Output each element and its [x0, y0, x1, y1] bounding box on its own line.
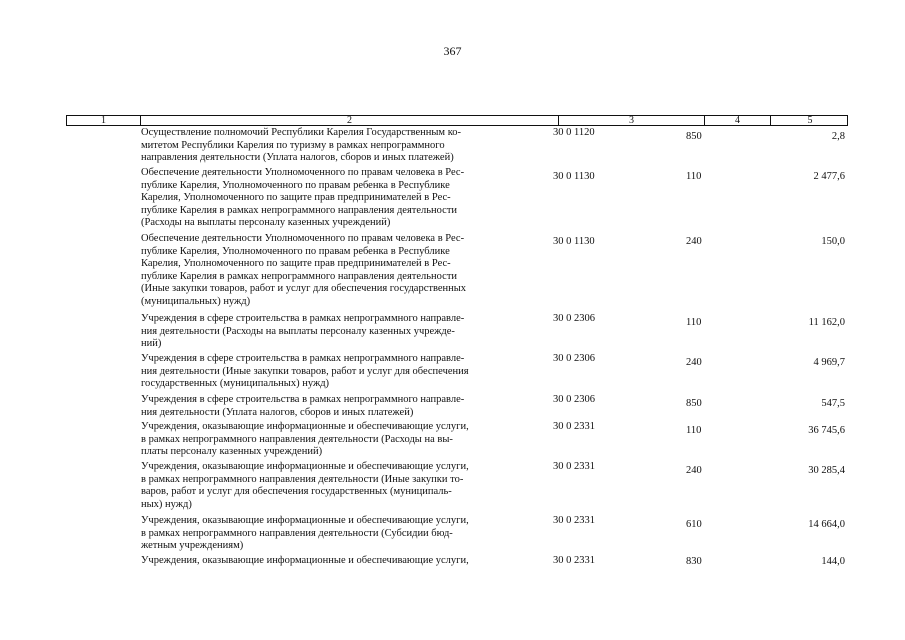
- row-amount: 36 745,6: [808, 425, 845, 436]
- table-row: [0, 127, 905, 167]
- table-header: [66, 115, 848, 126]
- table-row: [0, 233, 905, 313]
- description-line: Учреждения в сфере строительства в рамках непрограммного направле-: [141, 394, 465, 405]
- row-code: 30 0 1130: [553, 171, 595, 182]
- row-code: 30 0 2306: [553, 313, 595, 324]
- row-amount: 30 285,4: [808, 465, 845, 476]
- header-col-3: 3: [558, 116, 704, 125]
- row-expense-type: 850: [686, 131, 702, 142]
- description-line: Осуществление полномочий Республики Карелия Государственным ко-: [141, 127, 462, 138]
- description-line: в рамках непрограммного направления деятельности (Расходы на вы-: [141, 433, 453, 445]
- header-col-1: 1: [101, 115, 106, 126]
- row-description: [141, 233, 514, 308]
- row-code: 30 0 2331: [553, 421, 595, 432]
- row-description: [141, 421, 514, 459]
- header-col-4: 4: [704, 116, 770, 125]
- table-row: [0, 421, 905, 461]
- row-expense-type: 240: [686, 357, 702, 368]
- description-line: ния деятельности (Расходы на выплаты персоналу казенных учрежде-: [141, 325, 455, 337]
- row-expense-type: 850: [686, 398, 702, 409]
- row-amount: 144,0: [821, 556, 845, 567]
- description-line: Обеспечение деятельности Уполномоченного по правам человека в Рес-: [141, 233, 465, 244]
- row-expense-type: 110: [686, 425, 702, 436]
- header-col-2: 2: [140, 116, 558, 125]
- description-line: публике Карелия в рамках непрограммного направления деятельности: [141, 270, 458, 282]
- row-description: [141, 353, 514, 391]
- row-amount: 14 664,0: [808, 519, 845, 530]
- description-line: публике Карелия в рамках непрограммного направления деятельности: [141, 204, 458, 216]
- table-body: [0, 127, 905, 569]
- table-row: [0, 353, 905, 394]
- row-code: 30 0 2306: [553, 394, 595, 405]
- row-description: [141, 313, 514, 351]
- row-code: 30 0 2306: [553, 353, 595, 364]
- description-line: Учреждения, оказывающие информационные и обеспечивающие услуги,: [141, 461, 469, 472]
- description-line: (муниципальных) нужд): [141, 295, 251, 307]
- description-line: (Расходы на выплаты персоналу казенных учреждений): [141, 217, 391, 228]
- description-line: Учреждения, оказывающие информационные и обеспечивающие услуги,: [141, 515, 469, 526]
- description-line: ных) нужд): [141, 498, 192, 510]
- row-expense-type: 110: [686, 171, 702, 182]
- row-expense-type: 110: [686, 317, 702, 328]
- row-code: 30 0 2331: [553, 515, 595, 526]
- row-amount: 150,0: [821, 236, 845, 247]
- description-line: платы персоналу казенных учреждений): [141, 446, 323, 457]
- description-line: публике Карелия, Уполномоченного по правам ребенка в Республике: [141, 245, 450, 257]
- description-line: Учреждения в сфере строительства в рамках непрограммного направле-: [141, 313, 465, 324]
- row-expense-type: 240: [686, 465, 702, 476]
- row-description: [141, 167, 514, 230]
- row-description: [141, 555, 514, 568]
- row-amount: 547,5: [821, 398, 845, 409]
- description-line: Карелия, Уполномоченного по защите прав предпринимателей в Рес-: [141, 258, 451, 269]
- table-row: [0, 313, 905, 353]
- description-line: Учреждения в сфере строительства в рамках непрограммного направле-: [141, 353, 465, 364]
- row-code: 30 0 1120: [553, 127, 595, 138]
- description-line: ния деятельности (Иные закупки товаров, работ и услуг для обеспечения: [141, 365, 469, 377]
- page-number: 367: [443, 44, 462, 58]
- table-row: [0, 555, 905, 569]
- row-code: 30 0 2331: [553, 555, 595, 566]
- description-line: варов, работ и услуг для обеспечения государственных (муниципаль-: [141, 486, 452, 497]
- row-description: [141, 461, 514, 511]
- row-amount: 2,8: [831, 131, 845, 142]
- row-expense-type: 240: [686, 236, 702, 247]
- row-code: 30 0 1130: [553, 236, 595, 247]
- description-line: Учреждения, оказывающие информационные и обеспечивающие услуги,: [141, 555, 469, 566]
- description-line: Учреждения, оказывающие информационные и обеспечивающие услуги,: [141, 421, 469, 432]
- description-line: жетным учреждениям): [141, 540, 244, 551]
- table-row: [0, 394, 905, 421]
- description-line: государственных (муниципальных) нужд): [141, 378, 330, 389]
- row-expense-type: 830: [686, 556, 702, 567]
- row-amount: 11 162,0: [808, 317, 845, 328]
- description-line: ний): [141, 338, 162, 349]
- description-line: ния деятельности (Уплата налогов, сборов и иных платежей): [141, 406, 414, 418]
- table-row: [0, 515, 905, 555]
- row-code: 30 0 2331: [553, 461, 595, 472]
- row-description: [141, 394, 514, 419]
- row-expense-type: 610: [686, 519, 702, 530]
- description-line: в рамках непрограммного направления деятельности (Иные закупки то-: [141, 473, 464, 485]
- table-row: [0, 461, 905, 515]
- description-line: митетом Республики Карелия по туризму в рамках непрограммного: [141, 139, 445, 151]
- description-line: (Иные закупки товаров, работ и услуг для обеспечения государственных: [141, 283, 467, 294]
- row-amount: 4 969,7: [813, 357, 845, 368]
- description-line: публике Карелия, Уполномоченного по правам ребенка в Республике: [141, 179, 450, 191]
- header-col-5: 5: [770, 116, 849, 125]
- table-row: [0, 167, 905, 233]
- description-line: направления деятельности (Уплата налогов, сборов и иных платежей): [141, 152, 454, 163]
- row-description: [141, 515, 514, 553]
- description-line: Карелия, Уполномоченного по защите прав предпринимателей в Рес-: [141, 192, 451, 203]
- description-line: в рамках непрограммного направления деятельности (Субсидии бюд-: [141, 527, 453, 539]
- row-description: [141, 127, 514, 165]
- row-amount: 2 477,6: [813, 171, 845, 182]
- description-line: Обеспечение деятельности Уполномоченного по правам человека в Рес-: [141, 167, 465, 178]
